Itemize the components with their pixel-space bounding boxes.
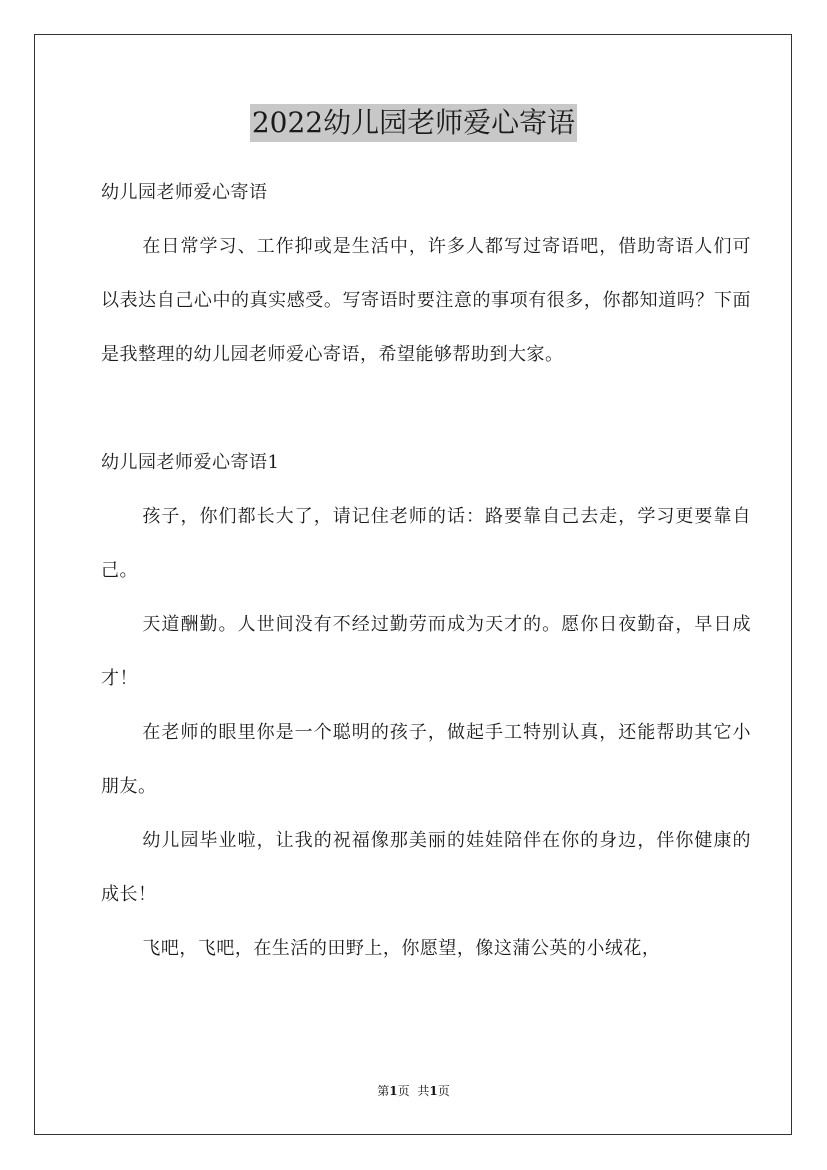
footer-total-pages: 1 bbox=[429, 1084, 438, 1098]
footer-page-number: 1 bbox=[389, 1084, 398, 1098]
page-footer bbox=[0, 1082, 827, 1099]
body-paragraph: 飞吧，飞吧，在生活的田野上，你愿望，像这蒲公英的小绒花， bbox=[142, 938, 661, 959]
body-paragraph: 幼儿园毕业啦，让我的祝福像那美丽的娃娃陪伴在你的身边，伴你健康的成长！ bbox=[101, 830, 751, 905]
document-title: 2022幼儿园老师爱心寄语 bbox=[250, 104, 577, 142]
footer-total-unit: 页 bbox=[437, 1084, 450, 1098]
subtitle: 幼儿园老师爱心寄语 bbox=[101, 182, 268, 203]
document-body bbox=[101, 166, 751, 976]
title-container bbox=[0, 104, 827, 142]
footer-prefix: 第 bbox=[377, 1084, 390, 1098]
spacer bbox=[101, 382, 751, 436]
body-paragraph: 孩子，你们都长大了，请记住老师的话：路要靠自己去走，学习更要靠自己。 bbox=[101, 506, 751, 581]
section-heading: 幼儿园老师爱心寄语1 bbox=[101, 452, 280, 473]
footer-total-prefix: 共 bbox=[417, 1084, 430, 1098]
footer-page-unit: 页 bbox=[397, 1084, 410, 1098]
body-paragraph: 在老师的眼里你是一个聪明的孩子，做起手工特别认真，还能帮助其它小朋友。 bbox=[101, 722, 751, 797]
body-paragraph: 天道酬勤。人世间没有不经过勤劳而成为天才的。愿你日夜勤奋，早日成才！ bbox=[101, 614, 751, 689]
intro-paragraph: 在日常学习、工作抑或是生活中，许多人都写过寄语吧，借助寄语人们可以表达自己心中的真实感受。写寄语时要注意的事项有很多，你都知道吗？下面是我整理的幼儿园老师爱心寄语，希望能够帮助到大家。 bbox=[101, 236, 751, 365]
